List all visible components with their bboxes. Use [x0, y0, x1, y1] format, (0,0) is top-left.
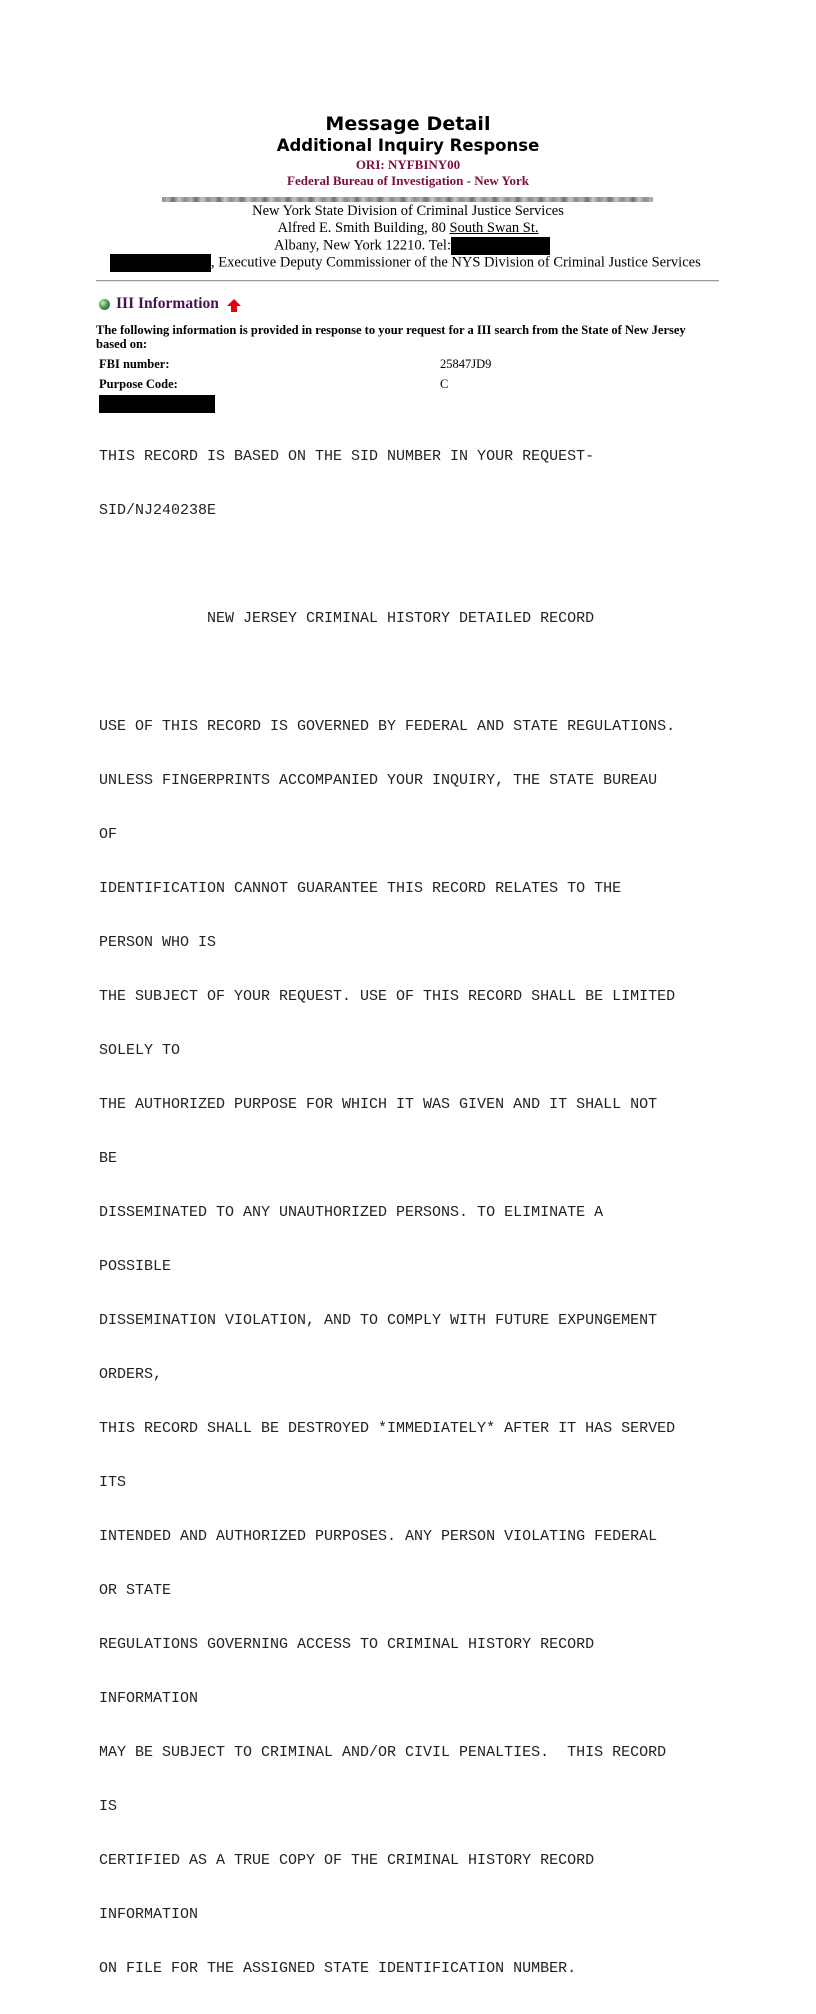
record-line: BE — [99, 1150, 118, 1167]
record-line: ON FILE FOR THE ASSIGNED STATE IDENTIFICATION NUMBER. — [99, 1960, 577, 1977]
redacted-name — [110, 254, 211, 272]
record-line — [99, 556, 729, 574]
agency-name: Federal Bureau of Investigation - New York — [287, 173, 529, 188]
green-bullet-icon — [99, 299, 110, 310]
record-line — [99, 664, 729, 682]
record-line: OR STATE — [99, 1582, 172, 1599]
redacted-phone — [451, 237, 550, 255]
record-line: THE AUTHORIZED PURPOSE FOR WHICH IT WAS GIVEN AND IT SHALL NOT — [99, 1096, 658, 1113]
record-line: MAY BE SUBJECT TO CRIMINAL AND/OR CIVIL PENALTIES. THIS RECORD — [99, 1744, 667, 1761]
record-line: INTENDED AND AUTHORIZED PURPOSES. ANY PERSON VIOLATING FEDERAL — [99, 1528, 658, 1545]
fbi-number-value: 25847JD9 — [440, 357, 492, 371]
record-line: PERSON WHO IS — [99, 934, 217, 951]
red-up-arrow-icon[interactable] — [227, 299, 241, 306]
section-title: III Information — [116, 295, 219, 312]
purpose-code-value: C — [440, 377, 449, 391]
address-line-4 — [110, 254, 701, 272]
record-line: DISSEMINATION VIOLATION, AND TO COMPLY WITH FUTURE EXPUNGEMENT — [99, 1312, 658, 1329]
page-title: Message Detail — [325, 113, 491, 135]
record-line: REGULATIONS GOVERNING ACCESS TO CRIMINAL HISTORY RECORD — [99, 1636, 595, 1653]
record-line: ITS — [99, 1474, 127, 1491]
record-line: THIS RECORD IS BASED ON THE SID NUMBER IN YOUR REQUEST- — [99, 448, 595, 465]
record-line: ORDERS, — [99, 1366, 163, 1383]
record-line: NEW JERSEY CRIMINAL HISTORY DETAILED RECORD — [99, 610, 595, 627]
address-line-2-prefix: Alfred E. Smith Building, 80 — [277, 220, 450, 236]
header-decorative-rule — [162, 197, 653, 202]
record-line: SOLELY TO — [99, 1042, 181, 1059]
record-line: THE SUBJECT OF YOUR REQUEST. USE OF THIS RECORD SHALL BE LIMITED — [99, 988, 676, 1005]
record-line: INFORMATION — [99, 1690, 199, 1707]
record-line: CERTIFIED AS A TRUE COPY OF THE CRIMINAL HISTORY RECORD — [99, 1852, 595, 1869]
record-line: POSSIBLE — [99, 1258, 172, 1275]
record-line: THIS RECORD SHALL BE DESTROYED *IMMEDIATELY* AFTER IT HAS SERVED — [99, 1420, 676, 1437]
criminal-history-record — [99, 412, 729, 2014]
ori-code: ORI: NYFBINY00 — [355, 157, 461, 172]
record-line: SID/NJ240238E — [99, 502, 217, 519]
purpose-code-label: Purpose Code: — [99, 377, 178, 391]
record-line: OF — [99, 826, 118, 843]
record-line: INFORMATION — [99, 1906, 199, 1923]
fbi-number-label: FBI number: — [99, 357, 170, 371]
address-line-2 — [0, 220, 816, 237]
section-heading — [99, 294, 241, 313]
redacted-block — [99, 395, 215, 413]
intro-text: The following information is provided in response to your request for a III search from the State of New Jersey based on: — [96, 323, 686, 351]
commissioner-title: , Executive Deputy Commissioner of the NYS Division of Criminal Justice Services — [211, 254, 701, 271]
address-line-3-prefix: Albany, New York 12210. Tel: — [273, 237, 451, 254]
document-header — [0, 112, 816, 189]
page-subtitle: Additional Inquiry Response — [276, 136, 540, 155]
record-line: USE OF THIS RECORD IS GOVERNED BY FEDERAL AND STATE REGULATIONS. — [99, 718, 676, 735]
record-line: IDENTIFICATION CANNOT GUARANTEE THIS RECORD RELATES TO THE — [99, 880, 622, 897]
section-divider — [96, 280, 719, 282]
address-street-link[interactable]: South Swan St. — [449, 220, 539, 236]
address-line-1: New York State Division of Criminal Justice Services — [252, 203, 564, 219]
record-line: DISSEMINATED TO ANY UNAUTHORIZED PERSONS. TO ELIMINATE A — [99, 1204, 604, 1221]
address-line-3 — [0, 237, 816, 255]
record-line: UNLESS FINGERPRINTS ACCOMPANIED YOUR INQUIRY, THE STATE BUREAU — [99, 772, 658, 789]
record-line: IS — [99, 1798, 118, 1815]
